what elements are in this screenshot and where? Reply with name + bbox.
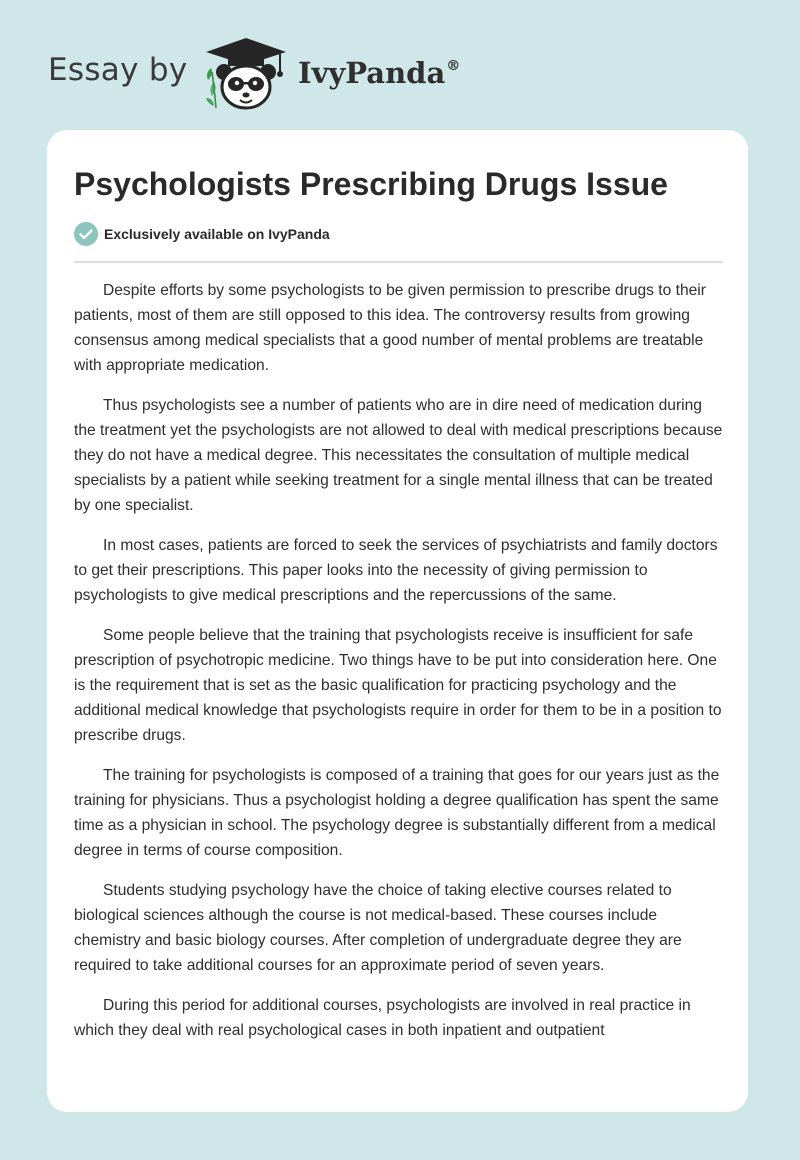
registered-mark: ® [446, 58, 461, 74]
essay-body [74, 278, 723, 1058]
essay-paragraph: The training for psychologists is composed of a training that goes for our years just as the training for physicians. Thus a psychologist holding a degree qualification has spent the same time as a physician in school. The psychology degree is substantially different from a medical degree in terms of course composition. [74, 767, 720, 859]
essay-paragraph: Students studying psychology have the choice of taking elective courses related to biological sciences although the course is not medical-based. These courses include chemistry and basic biology courses. After completion of undergraduate degree they are required to take additional courses for an approximate period of seven years. [74, 882, 682, 974]
essay-paragraph: In most cases, patients are forced to seek the services of psychiatrists and family doctors to get their prescriptions. This paper looks into the necessity of giving permission to psychologists to give medical prescriptions and the repercussions of the same. [74, 537, 718, 604]
panda-graduate-logo-icon[interactable] [198, 32, 294, 112]
essay-paragraph: Some people believe that the training that psychologists receive is insufficient for safe prescription of psychotropic medicine. Two things have to be put into consideration here. One is the requirement that is set as the basic qualification for practicing psychology and the additional medical knowledge that psychologists require in order for them to be in a position to prescribe drugs. [74, 627, 722, 744]
essay-by-label: Essay by [48, 52, 188, 88]
site-header [0, 0, 800, 130]
essay-title: Psychologists Prescribing Drugs Issue [74, 166, 668, 202]
exclusive-badge-text: Exclusively available on IvyPanda [104, 226, 330, 242]
essay-paragraph: During this period for additional courses, psychologists are involved in real practice in which they deal with real psychological cases in both inpatient and outpatient [74, 997, 691, 1039]
essay-card [47, 130, 748, 1112]
exclusive-badge [74, 222, 330, 246]
brand-name[interactable] [298, 56, 460, 90]
title-divider [74, 261, 723, 263]
essay-paragraph: Despite efforts by some psychologists to be given permission to prescribe drugs to their patients, most of them are still opposed to this idea. The controversy results from growing consensus among medical specialists that a good number of mental problems are treatable with appropriate medication. [74, 282, 706, 374]
essay-paragraph: Thus psychologists see a number of patients who are in dire need of medication during the treatment yet the psychologists are not allowed to deal with medical prescriptions because they do not have a medical degree. This necessitates the consultation of multiple medical specialists by a patient while seeking treatment for a single mental illness that can be treated by one specialist. [74, 397, 723, 514]
brand-name-text: IvyPanda [298, 56, 446, 90]
check-circle-icon [74, 222, 98, 246]
